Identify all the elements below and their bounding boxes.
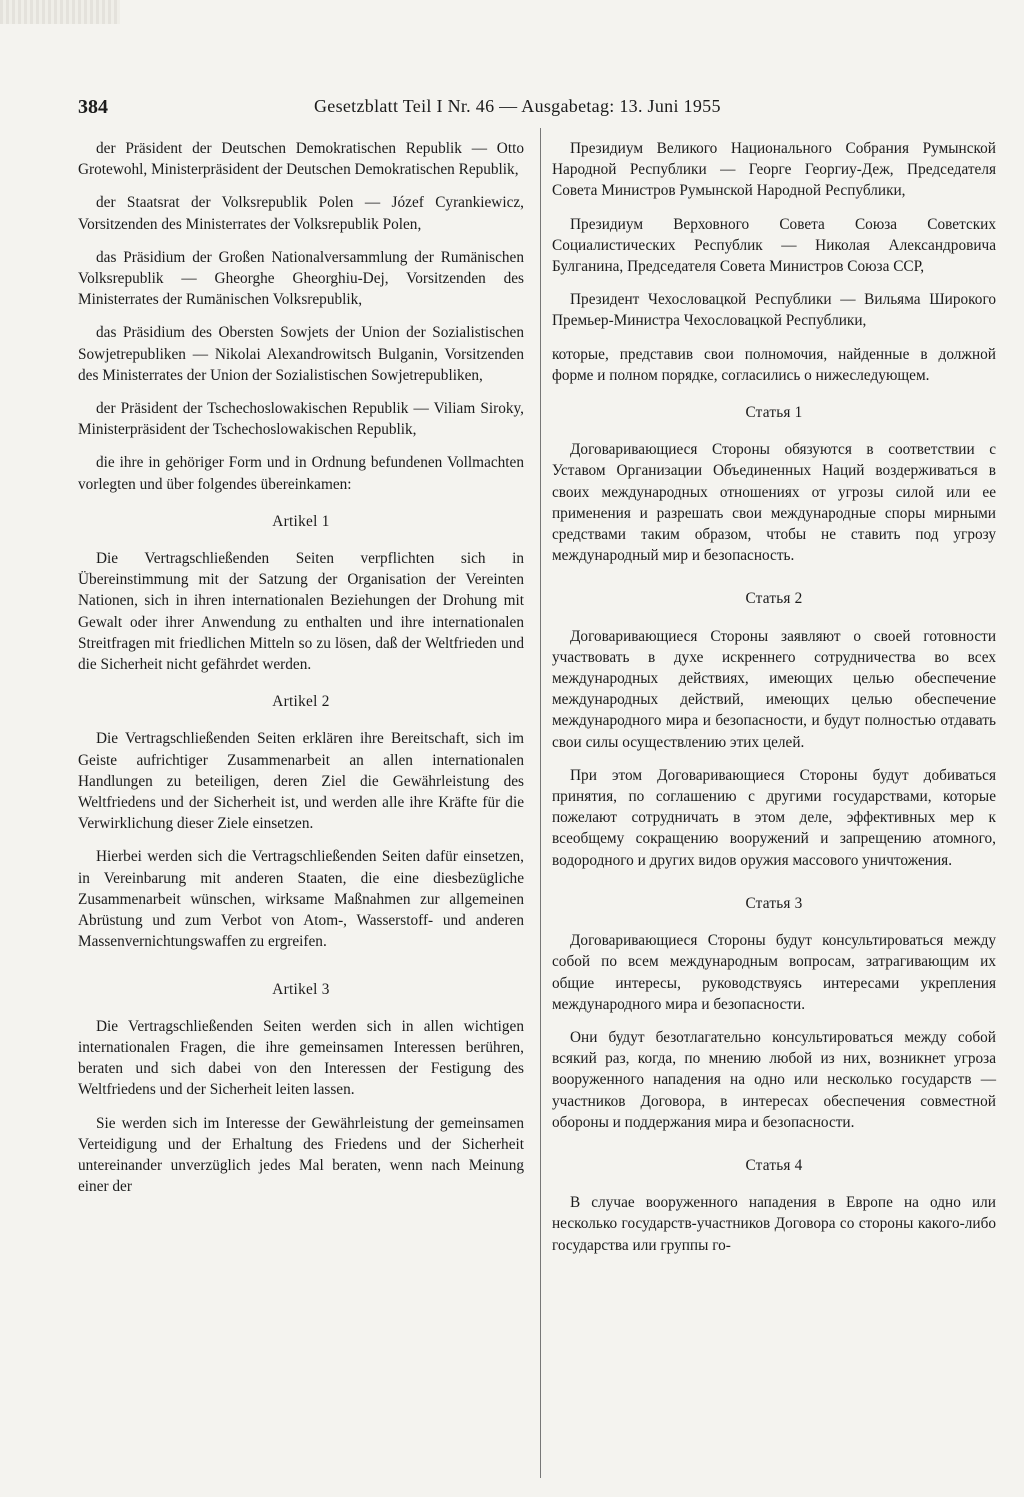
paragraph: Die Vertragschließenden Seiten werden sich in allen wichtigen internationalen Fragen, die ihre gemeinsamen Interessen berühren, beraten und sich dabei von den Interessen der Festigung des Weltfriedens und der Sicherheit leiten lassen.: [78, 1017, 524, 1099]
article-heading: Artikel 3: [272, 980, 330, 998]
paragraph: das Präsidium der Großen Nationalversammlung der Rumänischen Volksrepublik — Gheorghe Gheorghiu-Dej, Vorsitzenden des Ministerrates der Rumänischen Volksrepublik,: [78, 248, 524, 309]
paragraph: Президиум Верховного Совета Союза Советских Социалистических Республик — Николая Александровича Булганина, Председателя Совета Министров Союза ССР,: [552, 215, 996, 276]
paragraph: der Präsident der Deutschen Demokratischen Republik — Otto Grotewohl, Ministerpräsident der Deutschen Demokratischen Republik,: [78, 140, 524, 179]
paragraph: Die Vertragschließenden Seiten erklären ihre Bereitschaft, sich im Geiste aufrichtiger Zusammenarbeit an allen internationalen Handlungen zu beteiligen, deren Ziel die Gewährleistung des Weltfriedens und der Sicherheit ist, und werden alle ihre Kräfte für die Verwirklichung dieser Ziele einsetzen.: [78, 730, 524, 833]
paragraph: die ihre in gehöriger Form und in Ordnung befundenen Vollmachten vorlegten und über folgendes übereinkamen:: [78, 454, 524, 493]
paragraph: das Präsidium des Obersten Sowjets der Union der Sozialistischen Sowjetrepubliken — Nikolai Alexandrowitsch Bulganin, Vorsitzenden des Ministerrates der Union der Sozialistischen Sowjetrepubliken,: [78, 324, 524, 384]
paragraph: Hierbei werden sich die Vertragschließenden Seiten dafür einsetzen, in Vereinbarung mit anderen Staaten, die eine diesbezügliche Zusammenarbeit wünschen, wirksame Maßnahmen zur allgemeinen Abrüstung und zum Verbot von Atom-, Wasserstoff- und anderen Massenvernichtungswaffen zu ergreifen.: [78, 848, 524, 951]
paragraph: der Präsident der Tschechoslowakischen Republik — Viliam Siroky, Ministerpräsident der Tschechoslowakischen Republik,: [78, 400, 524, 439]
paragraph: При этом Договаривающиеся Стороны будут добиваться принятия, по соглашению с другими государствами, которые пожелают сотрудничать в этом деле, эффективных мер к всеобщему сокращению вооружений и запрещению атомного, водородного и других видов оружия массового уничтожения.: [552, 766, 996, 869]
paragraph: Договаривающиеся Стороны обязуются в соответствии с Уставом Организации Объединенных Наций воздерживаться в своих международных отношениях от угрозы силой или ее применения и разрешать свои международные споры мирными средствами таким образом, чтобы не ставить под угрозу международный мир и безопасность.: [552, 441, 996, 565]
paragraph: der Staatsrat der Volksrepublik Polen — Józef Cyrankiewicz, Vorsitzenden des Ministerrates der Volksrepublik Polen,: [78, 194, 524, 233]
paragraph: Die Vertragschließenden Seiten verpflichten sich in Übereinstimmung mit der Satzung der Organisation der Vereinten Nationen, sich in ihren internationalen Beziehungen der Drohung mit Gewalt oder ihrer Anwendung zu enthalten und ihre internationalen Streitfragen mit friedlichen Mitteln so zu lösen, daß der Weltfrieden und die Sicherheit nicht gefährdet werden.: [78, 550, 524, 674]
page-number: 384: [78, 96, 108, 118]
article-heading: Artikel 2: [272, 693, 330, 711]
column-divider: [540, 128, 541, 1478]
german-column: [78, 138, 524, 1209]
running-header-title: Gesetzblatt Teil I Nr. 46 — Ausgabetag: 13. Juni 1955: [314, 96, 721, 116]
article-heading: Artikel 1: [272, 512, 330, 530]
paragraph: которые, представив свои полномочия, найденные в должной форме и полном порядке, согласились о нижеследующем.: [552, 345, 996, 384]
paragraph: Президиум Великого Национального Собрания Румынской Народной Республики — Георге Георгиу-Деж, Председателя Совета Министров Румынской Народной Республики,: [552, 140, 996, 200]
scan-corner-smudge: [0, 0, 120, 24]
paragraph: Sie werden sich im Interesse der Gewährleistung der gemeinsamen Verteidigung und der Erhaltung des Friedens und der Sicherheit untereinander unverzüglich jedes Mal beraten, wenn nach Meinung einer der: [78, 1114, 524, 1196]
paragraph: Договаривающиеся Стороны будут консультироваться между собой по всем международным вопросам, затрагивающим их общие интересы, руководствуясь интересами укрепления международного мира и безопасности.: [552, 932, 996, 1013]
russian-column: [552, 138, 996, 1268]
page-header: [78, 96, 994, 126]
article-heading: Статья 2: [745, 590, 803, 608]
article-heading: Статья 1: [745, 404, 803, 422]
paragraph: Президент Чехословацкой Республики — Вильяма Широкого Премьер-Министра Чехословацкой Республики,: [552, 291, 996, 330]
paragraph: Договаривающиеся Стороны заявляют о своей готовности участвовать в духе искреннего сотрудничества во всех международных действиях, имеющих целью обеспечение международных действий, имеющих целью обеспечение международного мира и безопасности, и будут полностью отдавать свои силы осуществлению этих целей.: [552, 627, 996, 751]
paragraph: В случае вооруженного нападения в Европе на одно или несколько государств-участников Договора со стороны какого-либо государства или группы го-: [552, 1194, 996, 1254]
article-heading: Статья 3: [745, 894, 803, 912]
paragraph: Они будут безотлагательно консультироваться между собой всякий раз, когда, по мнению любой из них, возникнет угроза вооруженного нападения на одно или несколько государств — участников Договора, в интересах обеспечения совместной обороны и поддержания мира и безопасности.: [552, 1028, 996, 1131]
article-heading: Статья 4: [745, 1156, 803, 1174]
